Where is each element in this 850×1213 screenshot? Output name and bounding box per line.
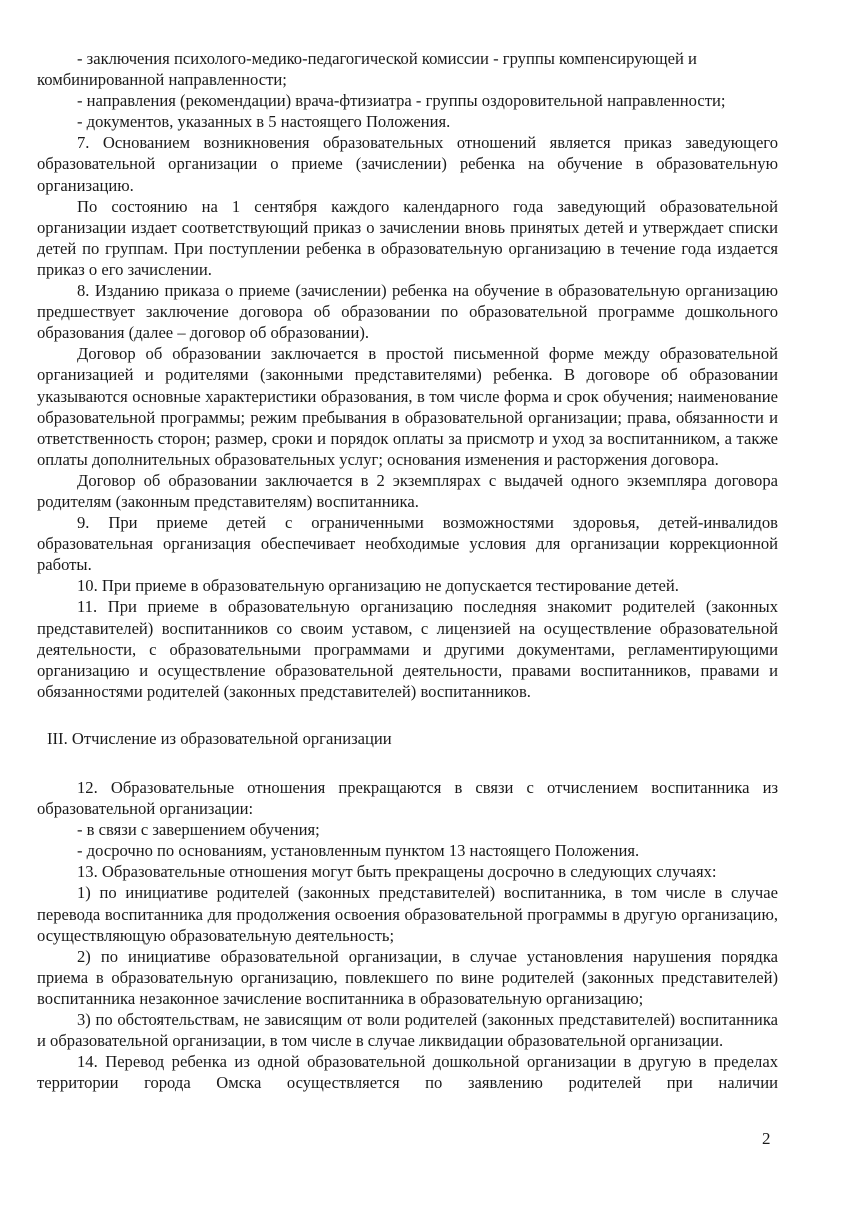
paragraph: 14. Перевод ребенка из одной образовательной дошкольной организации в другую в пределах территории города Омска осуществляется по заявлению родителей при наличии xyxy=(37,1052,778,1093)
paragraph: - в связи с завершением обучения; xyxy=(77,820,320,840)
paragraph: 9. При приеме детей с ограниченными возможностями здоровья, детей-инвалидов образовательная организация обеспечивает необходимые условия для организации коррекционной работы. xyxy=(37,513,778,575)
paragraph: 1) по инициативе родителей (законных представителей) воспитанника, в том числе в случае перевода воспитанника для продолжения освоения образовательной программы в другую организацию, осуществляющую образовательную деятельность; xyxy=(37,883,778,945)
page-number: 2 xyxy=(762,1129,771,1148)
paragraph: 12. Образовательные отношения прекращаются в связи с отчислением воспитанника из образовательной организации: xyxy=(37,778,778,819)
paragraph: 7. Основанием возникновения образовательных отношений является приказ заведующего образовательной организации о приеме (зачислении) ребенка на обучение в образовательную организацию. xyxy=(37,133,778,195)
body-text-top xyxy=(37,48,778,702)
paragraph: 8. Изданию приказа о приеме (зачислении) ребенка на обучение в образовательную организацию предшествует заключение договора об образовании по образовательной программе дошкольного образования (далее – договор об образовании). xyxy=(37,281,778,343)
body-text-bottom xyxy=(37,777,778,1093)
paragraph: - заключения психолого-медико-педагогической комиссии - группы компенсирующей и xyxy=(77,49,697,68)
paragraph: 11. При приеме в образовательную организацию последняя знакомит родителей (законных представителей) воспитанников со своим уставом, с лицензией на осуществление образовательной деятельности, с образовательными программами и другими документами, регламентирующими организацию и осуществление образовательной деятельности, правами воспитанников, правами и обязанностями родителей (законных представителей) воспитанников. xyxy=(37,597,778,701)
paragraph: Договор об образовании заключается в простой письменной форме между образовательной организацией и родителями (законными представителями) ребенка. В договоре об образовании указываются основные характеристики образования, в том числе форма и срок обучения; наименование образовательной программы; режим пребывания в образовательной организации; права, обязанности и ответственность сторон; размер, сроки и порядок оплаты за присмотр и уход за воспитанником, а также оплаты дополнительных образовательных услуг; основания изменения и расторжения договора. xyxy=(37,344,778,469)
paragraph: - документов, указанных в 5 настоящего Положения. xyxy=(77,112,451,132)
paragraph: - досрочно по основаниям, установленным пунктом 13 настоящего Положения. xyxy=(77,841,640,861)
paragraph: - направления (рекомендации) врача-фтизиатра - группы оздоровительной направленности; xyxy=(77,91,726,111)
paragraph: комбинированной направленности; xyxy=(37,70,287,90)
paragraph: 10. При приеме в образовательную организацию не допускается тестирование детей. xyxy=(77,576,679,596)
section-heading: III. Отчисление из образовательной организации xyxy=(47,728,392,748)
paragraph: 13. Образовательные отношения могут быть прекращены досрочно в следующих случаях: xyxy=(77,862,717,882)
paragraph: Договор об образовании заключается в 2 экземплярах с выдачей одного экземпляра договора родителям (законным представителям) воспитанника. xyxy=(37,470,778,511)
paragraph: 3) по обстоятельствам, не зависящим от воли родителей (законных представителей) воспитанника и образовательной организации, в том числе в случае ликвидации образовательной организации. xyxy=(37,1010,778,1051)
paragraph: По состоянию на 1 сентября каждого календарного года заведующий образовательной организации издает соответствующий приказ о зачислении вновь принятых детей и утверждает списки детей по группам. При поступлении ребенка в образовательную организацию в течение года издается приказ о его зачислении. xyxy=(37,196,778,279)
paragraph: 2) по инициативе образовательной организации, в случае установления нарушения порядка приема в образовательную организацию, повлекшего по вине родителей (законных представителей) воспитанника незаконное зачисление воспитанника в образовательную организацию; xyxy=(37,946,778,1008)
